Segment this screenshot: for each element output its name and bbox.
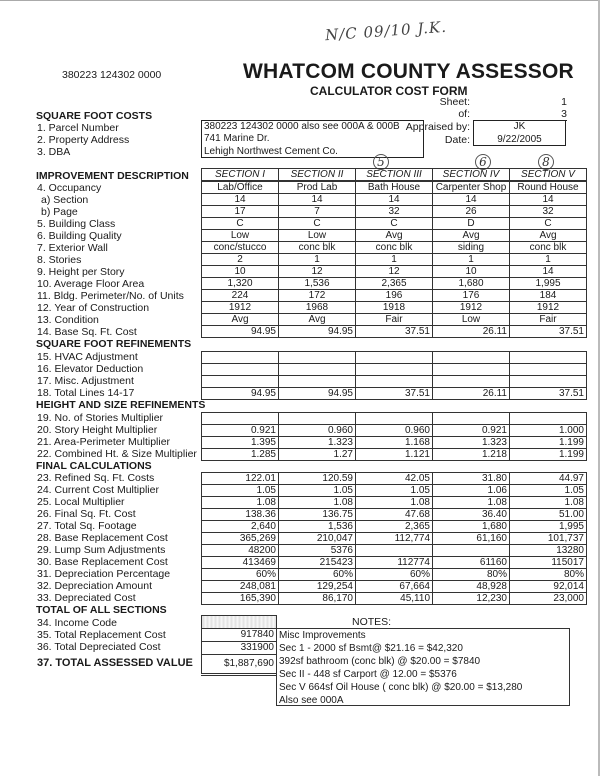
cell[interactable]: 14 [202, 194, 279, 206]
dba-value[interactable]: Lehigh Northwest Cement Co. [204, 145, 338, 157]
cell[interactable]: 60% [279, 569, 356, 581]
cell[interactable]: 1.05 [356, 485, 433, 497]
cell[interactable]: 1,536 [279, 521, 356, 533]
cell[interactable]: 92,014 [510, 581, 587, 593]
cell[interactable]: Avg [356, 230, 433, 242]
cell[interactable]: 1 [356, 254, 433, 266]
cell[interactable]: 67,664 [356, 581, 433, 593]
table-row [202, 376, 587, 388]
table-row [202, 437, 587, 449]
cell[interactable]: Lab/Office [202, 181, 279, 194]
cell[interactable]: 2 [202, 254, 279, 266]
final-calculations-heading: FINAL CALCULATIONS [36, 460, 152, 472]
row-label: 30. Base Replacement Cost [37, 556, 168, 568]
improvement-description-heading: IMPROVEMENT DESCRIPTION [36, 170, 189, 182]
cell[interactable] [279, 352, 356, 364]
cell[interactable]: 112,774 [356, 533, 433, 545]
parcel-number-label: 1. Parcel Number [37, 122, 119, 134]
row-label: 29. Lump Sum Adjustments [37, 544, 166, 556]
cell[interactable]: 1.08 [202, 497, 279, 509]
appraised-by-value[interactable]: JK [513, 121, 526, 132]
property-info-box [201, 120, 424, 158]
cell[interactable]: 2,365 [356, 521, 433, 533]
table-row [202, 545, 587, 557]
square-foot-refinements-table [201, 351, 587, 400]
cell[interactable]: 184 [510, 290, 587, 302]
table-row [202, 326, 587, 338]
cell[interactable] [279, 364, 356, 376]
cell[interactable] [433, 364, 510, 376]
row-label: 11. Bldg. Perimeter/No. of Units [37, 290, 184, 302]
cell[interactable]: 17 [202, 206, 279, 218]
dba-label: 3. DBA [37, 146, 71, 158]
cell[interactable]: 1,536 [279, 278, 356, 290]
cell[interactable]: Low [202, 230, 279, 242]
cell[interactable]: 413469 [202, 557, 279, 569]
table-row [202, 206, 587, 218]
table-row [202, 352, 587, 364]
parcel-number-top: 380223 124302 0000 [62, 69, 162, 81]
notes-title: NOTES: [352, 616, 392, 628]
cell[interactable]: 365,269 [202, 533, 279, 545]
cell[interactable]: 12 [356, 266, 433, 278]
cell[interactable]: Low [279, 230, 356, 242]
row-label: 14. Base Sq. Ft. Cost [37, 326, 137, 338]
table-row [202, 521, 587, 533]
row-label: 36. Total Depreciated Cost [37, 641, 161, 653]
square-foot-costs-heading: SQUARE FOOT COSTS [36, 110, 153, 122]
cell[interactable]: 1.199 [510, 449, 587, 461]
cell[interactable]: 172 [279, 290, 356, 302]
page-top-edge [0, 0, 600, 1]
row-label: 17. Misc. Adjustment [37, 375, 134, 387]
cell[interactable]: 1 [510, 254, 587, 266]
cell[interactable]: 44.97 [510, 473, 587, 485]
square-foot-refinements-heading: SQUARE FOOT REFINEMENTS [36, 338, 192, 350]
cell[interactable]: 32 [510, 206, 587, 218]
row-label: 12. Year of Construction [37, 302, 150, 314]
date-value[interactable]: 9/22/2005 [497, 133, 542, 145]
cell[interactable] [510, 413, 587, 425]
row-label: 24. Current Cost Multiplier [37, 484, 159, 496]
cell[interactable]: 13280 [510, 545, 587, 557]
income-code-cell[interactable] [202, 616, 277, 629]
form-subtitle: CALCULATOR COST FORM [310, 84, 468, 98]
appraiser-box [473, 120, 566, 146]
table-row [202, 569, 587, 581]
cell[interactable]: 0.960 [279, 425, 356, 437]
cell[interactable]: 7 [279, 206, 356, 218]
row-label: 31. Depreciation Percentage [37, 568, 171, 580]
cell[interactable]: 60% [202, 569, 279, 581]
cell[interactable]: 14 [510, 194, 587, 206]
row-label: 33. Depreciated Cost [37, 592, 136, 604]
table-row [202, 509, 587, 521]
table-row [202, 557, 587, 569]
table-row [202, 497, 587, 509]
cell[interactable]: 14 [279, 194, 356, 206]
cell[interactable]: conc blk [510, 242, 587, 254]
row-label: 27. Total Sq. Footage [37, 520, 137, 532]
table-row [202, 616, 277, 629]
cell[interactable] [433, 545, 510, 557]
cell[interactable]: 165,390 [202, 593, 279, 605]
note-line: Also see 000A [279, 695, 344, 706]
cell[interactable]: Low [433, 314, 510, 326]
total-all-sections-heading: TOTAL OF ALL SECTIONS [36, 604, 167, 616]
cell[interactable]: C [510, 218, 587, 230]
cell[interactable] [356, 545, 433, 557]
improvement-description-table [201, 168, 587, 338]
cell[interactable]: 0.921 [433, 425, 510, 437]
table-row [202, 413, 587, 425]
cell[interactable]: 26.11 [433, 326, 510, 338]
cell[interactable]: C [202, 218, 279, 230]
form-title: WHATCOM COUNTY ASSESSOR [243, 60, 574, 83]
cell[interactable] [510, 364, 587, 376]
cell[interactable] [356, 352, 433, 364]
handwritten-note: N/C 09/10 J.K. [324, 17, 448, 45]
handwritten-section-mark: 5 [373, 154, 389, 170]
cell[interactable]: 1.05 [279, 485, 356, 497]
cell[interactable]: 248,081 [202, 581, 279, 593]
row-label: 4. Occupancy [37, 182, 102, 194]
note-line: Sec II - 448 sf Carport @ 12.00 = $5376 [279, 669, 457, 680]
cell[interactable]: 101,737 [510, 533, 587, 545]
row-label: 25. Local Multiplier [37, 496, 125, 508]
row-label: 26. Final Sq. Ft. Cost [37, 508, 136, 520]
row-label: 22. Combined Ht. & Size Multiplier [37, 448, 197, 460]
cell[interactable] [433, 413, 510, 425]
note-line: Misc Improvements [279, 630, 366, 641]
table-row [202, 655, 277, 675]
cell[interactable] [510, 352, 587, 364]
cell[interactable]: Fair [356, 314, 433, 326]
cell[interactable]: 1,995 [510, 278, 587, 290]
cell[interactable]: 1.323 [279, 437, 356, 449]
cell[interactable]: 42.05 [356, 473, 433, 485]
cell[interactable] [433, 376, 510, 388]
cell[interactable]: Bath House [356, 181, 433, 194]
row-label: 23. Refined Sq. Ft. Costs [37, 472, 155, 484]
row-label: 15. HVAC Adjustment [37, 351, 138, 363]
cell[interactable]: 47.68 [356, 509, 433, 521]
note-line: 392sf bathroom (conc blk) @ $20.00 = $7840 [279, 656, 481, 667]
cell[interactable]: 1.08 [356, 497, 433, 509]
cell[interactable]: 1.08 [510, 497, 587, 509]
cell[interactable]: 1 [279, 254, 356, 266]
date-label: Date: [444, 134, 470, 146]
table-row [202, 364, 587, 376]
table-row [202, 314, 587, 326]
total-assessed-value-label: 37. TOTAL ASSESSED VALUE [37, 657, 193, 669]
of-label: of: [458, 108, 470, 120]
cell[interactable]: 1918 [356, 302, 433, 314]
cell[interactable]: 86,170 [279, 593, 356, 605]
height-size-refinements-heading: HEIGHT AND SIZE REFINEMENTS [36, 399, 206, 411]
section-header: SECTION V [510, 169, 587, 182]
height-size-refinements-table [201, 412, 587, 461]
cell[interactable]: 138.36 [202, 509, 279, 521]
cell[interactable]: 1.08 [433, 497, 510, 509]
cell[interactable]: 1.05 [510, 485, 587, 497]
cell[interactable]: 1.395 [202, 437, 279, 449]
row-label: 10. Average Floor Area [37, 278, 145, 290]
section-header-row [202, 169, 587, 182]
cell[interactable]: 1.121 [356, 449, 433, 461]
row-label: a) Section [41, 194, 89, 206]
cell[interactable]: 1,995 [510, 521, 587, 533]
row-label: 5. Building Class [37, 218, 116, 230]
section-header: SECTION II [279, 169, 356, 182]
cell[interactable]: Round House [510, 181, 587, 194]
cell[interactable]: 215423 [279, 557, 356, 569]
cell[interactable]: 1912 [433, 302, 510, 314]
cell[interactable]: 1912 [510, 302, 587, 314]
cell[interactable]: 0.921 [202, 425, 279, 437]
cell[interactable]: conc/stucco [202, 242, 279, 254]
cell[interactable]: 94.95 [279, 388, 356, 400]
row-label: 35. Total Replacement Cost [37, 629, 166, 641]
parcel-number-value[interactable]: 380223 124302 0000 also see 000A & 000B [204, 121, 400, 132]
property-address-label: 2. Property Address [37, 134, 130, 146]
cell[interactable] [202, 376, 279, 388]
cell[interactable]: 80% [433, 569, 510, 581]
section-header: SECTION IV [433, 169, 510, 182]
cell[interactable]: 115017 [510, 557, 587, 569]
cell[interactable]: 1.000 [510, 425, 587, 437]
cell[interactable]: 48200 [202, 545, 279, 557]
appraised-by-label: Appraised by: [405, 121, 470, 133]
cell[interactable]: 0.960 [356, 425, 433, 437]
row-label: 32. Depreciation Amount [37, 580, 152, 592]
row-label: 6. Building Quality [37, 230, 122, 242]
cell[interactable]: C [279, 218, 356, 230]
cell[interactable]: conc blk [356, 242, 433, 254]
cell[interactable]: 1.27 [279, 449, 356, 461]
table-row [202, 218, 587, 230]
cell[interactable]: 94.95 [279, 326, 356, 338]
cell[interactable]: siding [433, 242, 510, 254]
table-row [202, 266, 587, 278]
row-label: 8. Stories [37, 254, 82, 266]
cell[interactable]: 1.08 [279, 497, 356, 509]
cell[interactable]: C [356, 218, 433, 230]
cell[interactable]: Avg [510, 230, 587, 242]
table-row [202, 194, 587, 206]
table-row [202, 593, 587, 605]
cell[interactable]: Avg [202, 314, 279, 326]
cell[interactable]: 31.80 [433, 473, 510, 485]
row-label: 28. Base Replacement Cost [37, 532, 168, 544]
cell[interactable]: Avg [433, 230, 510, 242]
cell[interactable]: 37.51 [510, 388, 587, 400]
cell[interactable]: 14 [510, 266, 587, 278]
cell[interactable]: 224 [202, 290, 279, 302]
cell[interactable] [433, 352, 510, 364]
cell[interactable]: 14 [356, 194, 433, 206]
table-row [202, 181, 587, 194]
cell[interactable]: 1968 [279, 302, 356, 314]
of-value: 3 [507, 108, 567, 121]
cell[interactable]: 14 [433, 194, 510, 206]
row-label: 18. Total Lines 14-17 [37, 387, 135, 399]
handwritten-section-mark: 6 [475, 154, 491, 170]
cell[interactable]: conc blk [279, 242, 356, 254]
cell[interactable]: 176 [433, 290, 510, 302]
note-line: Sec V 664sf Oil House ( conc blk) @ $20.00 = $13,280 [279, 682, 523, 693]
row-label: 21. Area-Perimeter Multiplier [37, 436, 171, 448]
cell[interactable]: 10 [202, 266, 279, 278]
table-row [202, 425, 587, 437]
sheet-label: Sheet: [439, 96, 470, 108]
total-replacement-cost-cell[interactable]: 917840 [202, 629, 277, 642]
cell[interactable]: 1.06 [433, 485, 510, 497]
cell[interactable] [356, 413, 433, 425]
cell[interactable]: 1912 [202, 302, 279, 314]
cell[interactable]: D [433, 218, 510, 230]
cell[interactable]: 60% [356, 569, 433, 581]
cell[interactable]: 1.199 [510, 437, 587, 449]
cell[interactable]: 196 [356, 290, 433, 302]
cell[interactable]: 1.323 [433, 437, 510, 449]
cell[interactable]: 12 [279, 266, 356, 278]
cell[interactable]: 1.05 [202, 485, 279, 497]
cell[interactable]: 1,680 [433, 521, 510, 533]
table-row [202, 290, 587, 302]
property-address-value[interactable]: 741 Marine Dr. [204, 133, 270, 145]
sheet-value: 1 [561, 96, 567, 108]
section-header: SECTION I [202, 169, 279, 182]
cell[interactable]: 129,254 [279, 581, 356, 593]
note-line: Sec 1 - 2000 sf Bsmt@ $21.16 = $42,320 [279, 643, 463, 654]
cell[interactable] [510, 376, 587, 388]
cell[interactable]: 1.218 [433, 449, 510, 461]
cell[interactable]: 136.75 [279, 509, 356, 521]
cell[interactable]: 37.51 [356, 388, 433, 400]
cell[interactable] [279, 376, 356, 388]
table-row [202, 533, 587, 545]
cell[interactable]: 5376 [279, 545, 356, 557]
row-label: b) Page [41, 206, 78, 218]
cell[interactable]: 36.40 [433, 509, 510, 521]
cell[interactable]: 23,000 [510, 593, 587, 605]
table-row [202, 388, 587, 400]
notes-box[interactable] [276, 628, 570, 706]
cell[interactable]: 120.59 [279, 473, 356, 485]
row-label: 34. Income Code [37, 617, 117, 629]
cell[interactable]: 37.51 [510, 326, 587, 338]
cell[interactable]: 80% [510, 569, 587, 581]
cell[interactable]: 112774 [356, 557, 433, 569]
section-header: SECTION III [356, 169, 433, 182]
cell[interactable]: 32 [356, 206, 433, 218]
cell[interactable] [202, 352, 279, 364]
table-row [202, 449, 587, 461]
cell[interactable]: 61,160 [433, 533, 510, 545]
cell[interactable] [279, 413, 356, 425]
cell[interactable] [202, 413, 279, 425]
cell[interactable]: 51.00 [510, 509, 587, 521]
table-row [202, 230, 587, 242]
cell[interactable] [202, 364, 279, 376]
row-label: 19. No. of Stories Multiplier [37, 412, 164, 424]
cell[interactable] [356, 364, 433, 376]
cell[interactable]: 122.01 [202, 473, 279, 485]
table-row [202, 302, 587, 314]
cell[interactable]: 1 [433, 254, 510, 266]
table-row [202, 642, 277, 655]
cell[interactable]: 45,110 [356, 593, 433, 605]
cell[interactable]: Carpenter Shop [433, 181, 510, 194]
table-row [202, 473, 587, 485]
cell[interactable]: 2,365 [356, 278, 433, 290]
cell[interactable]: 94.95 [202, 388, 279, 400]
cell[interactable]: 26 [433, 206, 510, 218]
cell[interactable]: 1,680 [433, 278, 510, 290]
cell[interactable]: 61160 [433, 557, 510, 569]
row-label: 20. Story Height Multiplier [37, 424, 158, 436]
table-row [202, 242, 587, 254]
table-row [202, 485, 587, 497]
table-row [202, 278, 587, 290]
final-calculations-table [201, 472, 587, 605]
totals-table [201, 615, 277, 676]
cell[interactable]: 37.51 [356, 326, 433, 338]
row-label: 13. Condition [37, 314, 99, 326]
table-row [202, 581, 587, 593]
cell[interactable]: Fair [510, 314, 587, 326]
cell[interactable]: 10 [433, 266, 510, 278]
total-assessed-value-cell[interactable]: $1,887,690 [202, 655, 277, 675]
cell[interactable]: 94.95 [202, 326, 279, 338]
row-label: 7. Exterior Wall [37, 242, 108, 254]
cell[interactable]: 1.168 [356, 437, 433, 449]
row-label: 9. Height per Story [37, 266, 125, 278]
cell[interactable]: 1.285 [202, 449, 279, 461]
handwritten-section-mark: 8 [538, 154, 554, 170]
cell[interactable]: 48,928 [433, 581, 510, 593]
cell[interactable] [356, 376, 433, 388]
cell[interactable]: 2,640 [202, 521, 279, 533]
cell[interactable]: 1,320 [202, 278, 279, 290]
total-depreciated-cost-cell[interactable]: 331900 [202, 642, 277, 655]
cell[interactable]: 12,230 [433, 593, 510, 605]
row-label: 16. Elevator Deduction [37, 363, 144, 375]
table-row [202, 629, 277, 642]
cell[interactable]: Prod Lab [279, 181, 356, 194]
cell[interactable]: Avg [279, 314, 356, 326]
cell[interactable]: 26.11 [433, 388, 510, 400]
cell[interactable]: 210,047 [279, 533, 356, 545]
table-row [202, 254, 587, 266]
